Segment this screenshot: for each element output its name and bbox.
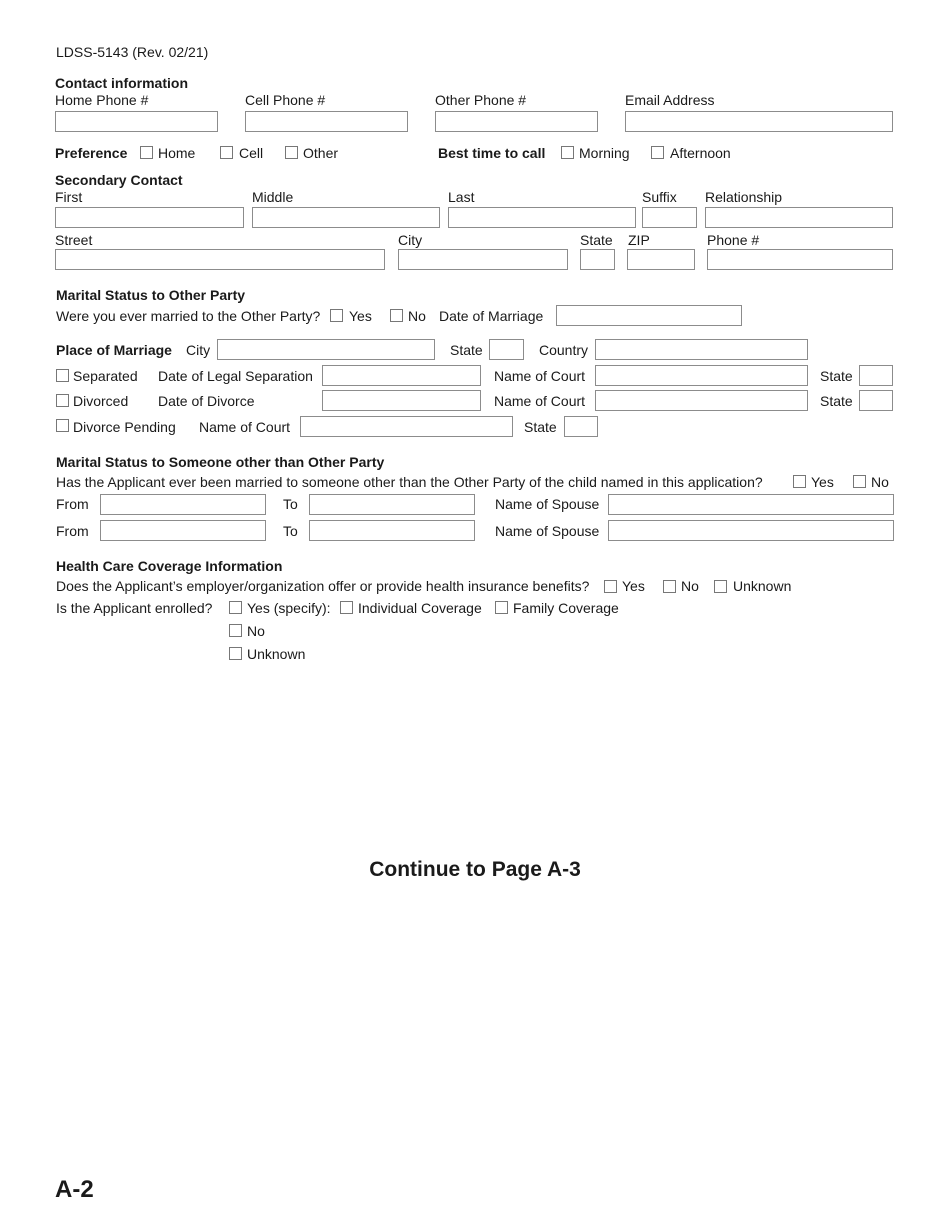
zip-input[interactable] <box>627 249 695 270</box>
enrolled-no-label: No <box>247 623 265 639</box>
home-phone-label: Home Phone # <box>55 92 149 108</box>
pref-other-checkbox[interactable] <box>285 146 298 159</box>
separated-checkbox[interactable] <box>56 369 69 382</box>
place-state-label: State <box>450 342 483 358</box>
home-phone-input[interactable] <box>55 111 218 132</box>
time-morning-checkbox[interactable] <box>561 146 574 159</box>
place-country-label: Country <box>539 342 589 358</box>
to-label-1: To <box>283 496 298 512</box>
divorced-label: Divorced <box>73 393 129 409</box>
spouse-input-1[interactable] <box>608 494 894 515</box>
phone-label: Phone # <box>707 232 760 248</box>
enrolled-no-checkbox[interactable] <box>229 624 242 637</box>
health-no-label: No <box>681 578 699 594</box>
secondary-heading: Secondary Contact <box>55 172 183 188</box>
pending-court-input[interactable] <box>300 416 513 437</box>
cell-phone-input[interactable] <box>245 111 408 132</box>
last-input[interactable] <box>448 207 636 228</box>
place-country-input[interactable] <box>595 339 808 360</box>
divorce-court-label: Name of Court <box>494 393 586 409</box>
someone-no-checkbox[interactable] <box>853 475 866 488</box>
date-of-marriage-input[interactable] <box>556 305 742 326</box>
married-yes-label: Yes <box>349 308 372 324</box>
street-label: Street <box>55 232 93 248</box>
date-legal-separation-label: Date of Legal Separation <box>158 368 313 384</box>
divorce-state-input[interactable] <box>859 390 893 411</box>
cell-phone-label: Cell Phone # <box>245 92 326 108</box>
contact-heading: Contact information <box>55 75 188 91</box>
middle-label: Middle <box>252 189 294 205</box>
from-label-2: From <box>56 523 89 539</box>
first-label: First <box>55 189 83 205</box>
continue-text: Continue to Page A-3 <box>369 858 581 881</box>
relationship-input[interactable] <box>705 207 893 228</box>
health-no-checkbox[interactable] <box>663 580 676 593</box>
place-of-marriage-label: Place of Marriage <box>56 342 172 358</box>
separation-state-input[interactable] <box>859 365 893 386</box>
divorce-pending-checkbox[interactable] <box>56 419 69 432</box>
to-input-1[interactable] <box>309 494 475 515</box>
health-heading: Health Care Coverage Information <box>56 558 283 574</box>
separation-state-label: State <box>820 368 853 384</box>
pref-home-checkbox[interactable] <box>140 146 153 159</box>
date-of-marriage-label: Date of Marriage <box>439 308 544 324</box>
city-input[interactable] <box>398 249 568 270</box>
someone-yes-label: Yes <box>811 474 834 490</box>
individual-coverage-checkbox[interactable] <box>340 601 353 614</box>
first-input[interactable] <box>55 207 244 228</box>
someone-yes-checkbox[interactable] <box>793 475 806 488</box>
suffix-label: Suffix <box>642 189 677 205</box>
family-coverage-label: Family Coverage <box>513 600 619 616</box>
pref-other-label: Other <box>303 145 339 161</box>
time-afternoon-label: Afternoon <box>670 145 731 161</box>
from-input-1[interactable] <box>100 494 266 515</box>
spouse-input-2[interactable] <box>608 520 894 541</box>
to-label-2: To <box>283 523 298 539</box>
enrolled-question: Is the Applicant enrolled? <box>56 600 213 616</box>
other-phone-label: Other Phone # <box>435 92 527 108</box>
marital-someone-heading: Marital Status to Someone other than Other Party <box>56 454 385 470</box>
page-number: A-2 <box>55 1176 94 1203</box>
relationship-label: Relationship <box>705 189 783 205</box>
suffix-input[interactable] <box>642 207 697 228</box>
enrolled-yes-label: Yes (specify): <box>247 600 331 616</box>
email-input[interactable] <box>625 111 893 132</box>
from-label-1: From <box>56 496 89 512</box>
zip-label: ZIP <box>628 232 650 248</box>
individual-coverage-label: Individual Coverage <box>358 600 482 616</box>
divorce-pending-label: Divorce Pending <box>73 419 176 435</box>
time-morning-label: Morning <box>579 145 630 161</box>
place-state-input[interactable] <box>489 339 524 360</box>
street-input[interactable] <box>55 249 385 270</box>
enrolled-yes-checkbox[interactable] <box>229 601 242 614</box>
health-yes-checkbox[interactable] <box>604 580 617 593</box>
separation-court-input[interactable] <box>595 365 808 386</box>
place-city-label: City <box>186 342 211 358</box>
divorced-checkbox[interactable] <box>56 394 69 407</box>
divorce-state-label: State <box>820 393 853 409</box>
family-coverage-checkbox[interactable] <box>495 601 508 614</box>
state-input[interactable] <box>580 249 615 270</box>
preference-label: Preference <box>55 145 128 161</box>
separated-label: Separated <box>73 368 138 384</box>
other-phone-input[interactable] <box>435 111 598 132</box>
pref-home-label: Home <box>158 145 196 161</box>
date-legal-separation-input[interactable] <box>322 365 481 386</box>
divorce-court-input[interactable] <box>595 390 808 411</box>
married-question: Were you ever married to the Other Party? <box>56 308 321 324</box>
pref-cell-checkbox[interactable] <box>220 146 233 159</box>
married-no-label: No <box>408 308 426 324</box>
enrolled-unknown-checkbox[interactable] <box>229 647 242 660</box>
health-unknown-label: Unknown <box>733 578 792 594</box>
enrolled-unknown-label: Unknown <box>247 646 306 662</box>
time-afternoon-checkbox[interactable] <box>651 146 664 159</box>
someone-no-label: No <box>871 474 889 490</box>
form-id: LDSS-5143 (Rev. 02/21) <box>56 44 209 60</box>
best-time-label: Best time to call <box>438 145 546 161</box>
someone-question: Has the Applicant ever been married to someone other than the Other Party of the child named in this application? <box>56 474 763 490</box>
health-unknown-checkbox[interactable] <box>714 580 727 593</box>
spouse-label-2: Name of Spouse <box>495 523 600 539</box>
pending-court-label: Name of Court <box>199 419 291 435</box>
spouse-label-1: Name of Spouse <box>495 496 600 512</box>
date-divorce-input[interactable] <box>322 390 481 411</box>
pending-state-label: State <box>524 419 557 435</box>
pending-state-input[interactable] <box>564 416 598 437</box>
married-yes-checkbox[interactable] <box>330 309 343 322</box>
health-question: Does the Applicant’s employer/organization offer or provide health insurance benefits? <box>56 578 590 594</box>
phone-input[interactable] <box>707 249 893 270</box>
place-city-input[interactable] <box>217 339 435 360</box>
health-yes-label: Yes <box>622 578 645 594</box>
state-label: State <box>580 232 613 248</box>
city-label: City <box>398 232 423 248</box>
date-divorce-label: Date of Divorce <box>158 393 255 409</box>
separation-court-label: Name of Court <box>494 368 586 384</box>
from-input-2[interactable] <box>100 520 266 541</box>
middle-input[interactable] <box>252 207 440 228</box>
email-label: Email Address <box>625 92 715 108</box>
last-label: Last <box>448 189 475 205</box>
marital-other-heading: Marital Status to Other Party <box>56 287 246 303</box>
to-input-2[interactable] <box>309 520 475 541</box>
pref-cell-label: Cell <box>239 145 264 161</box>
married-no-checkbox[interactable] <box>390 309 403 322</box>
